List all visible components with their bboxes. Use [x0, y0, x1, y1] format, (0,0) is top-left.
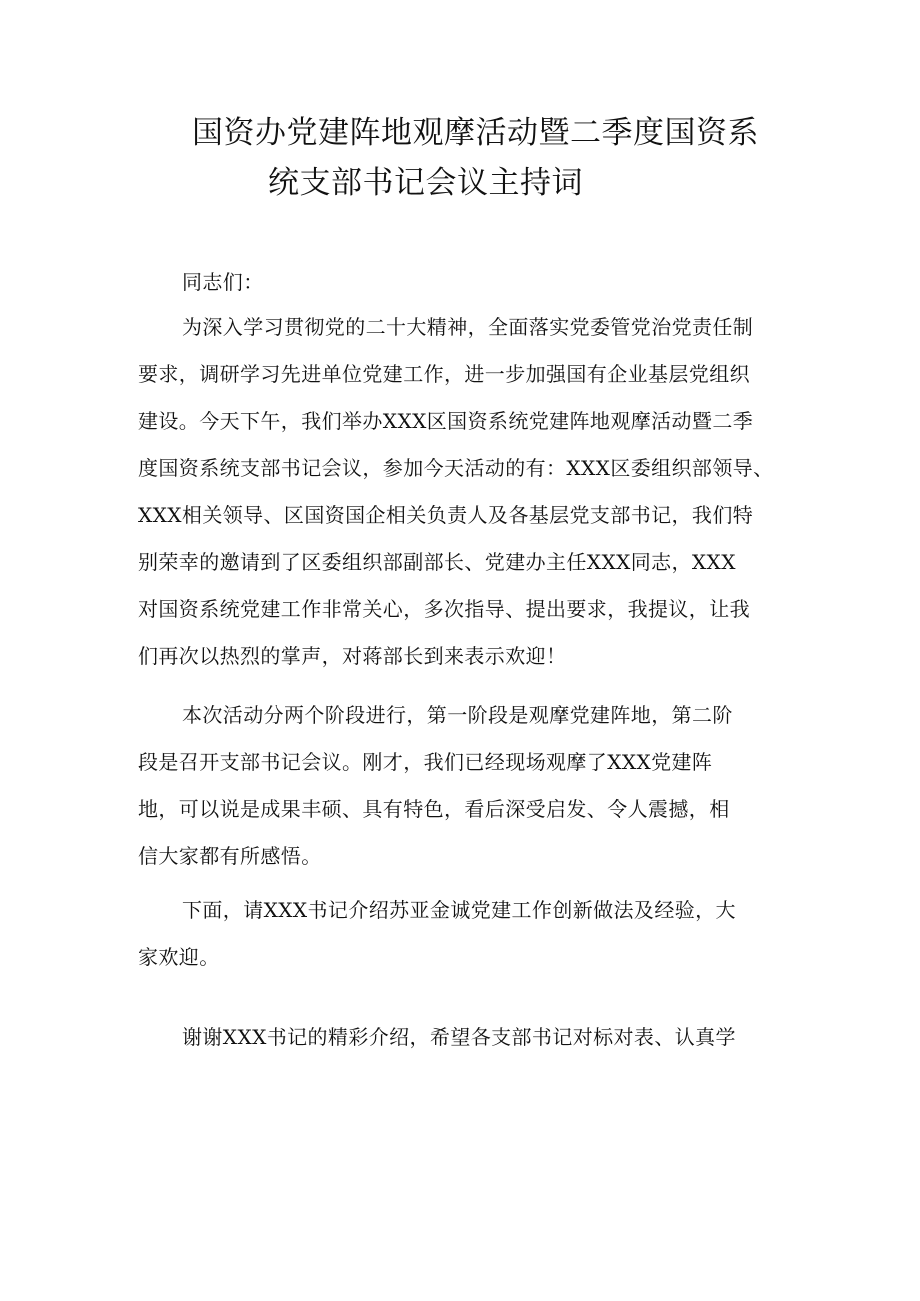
paragraph-1-line-2: 要求，调研学习先进单位党建工作，进一步加强国有企业基层党组织	[138, 362, 750, 386]
paragraph-2-line-2: 段是召开支部书记会议。刚才，我们已经现场观摩了XXX党建阵	[138, 750, 713, 774]
paragraph-1-line-3: 建设。今天下午，我们举办XXX区国资系统党建阵地观摩活动暨二季	[138, 409, 754, 433]
paragraph-1-line-4: 度国资系统支部书记会议，参加今天活动的有：XXX区委组织部领导、	[138, 456, 774, 480]
paragraph-1-line-1: 为深入学习贯彻党的二十大精神，全面落实党委管党治党责任制	[182, 315, 754, 339]
paragraph-2-line-3: 地，可以说是成果丰硕、具有特色，看后深受启发、令人震撼，相	[138, 797, 730, 821]
paragraph-1-line-8: 们再次以热烈的掌声，对蒋部长到来表示欢迎！	[138, 644, 567, 668]
document-title-line-1: 国资办党建阵地观摩活动暨二季度国资系	[192, 115, 759, 151]
paragraph-3-line-1: 下面，请XXX书记介绍苏亚金诚党建工作创新做法及经验，大	[182, 898, 736, 922]
paragraph-1-line-7: 对国资系统党建工作非常关心，多次指导、提出要求，我提议，让我	[138, 597, 750, 621]
paragraph-1-line-5: XXX相关领导、区国资国企相关负责人及各基层党支部书记，我们特	[138, 503, 754, 527]
document-title-line-2: 统支部书记会议主持词	[268, 165, 583, 201]
paragraph-3-line-2: 家欢迎。	[138, 945, 220, 969]
paragraph-4-line-1: 谢谢XXX书记的精彩介绍，希望各支部书记对标对表、认真学	[182, 1025, 736, 1049]
paragraph-2-line-4: 信大家都有所感悟。	[138, 844, 322, 868]
paragraph-1-line-6: 别荣幸的邀请到了区委组织部副部长、党建办主任XXX同志，XXX	[138, 550, 736, 574]
paragraph-2-line-1: 本次活动分两个阶段进行，第一阶段是观摩党建阵地，第二阶	[182, 703, 733, 727]
salutation: 同志们：	[182, 270, 264, 294]
